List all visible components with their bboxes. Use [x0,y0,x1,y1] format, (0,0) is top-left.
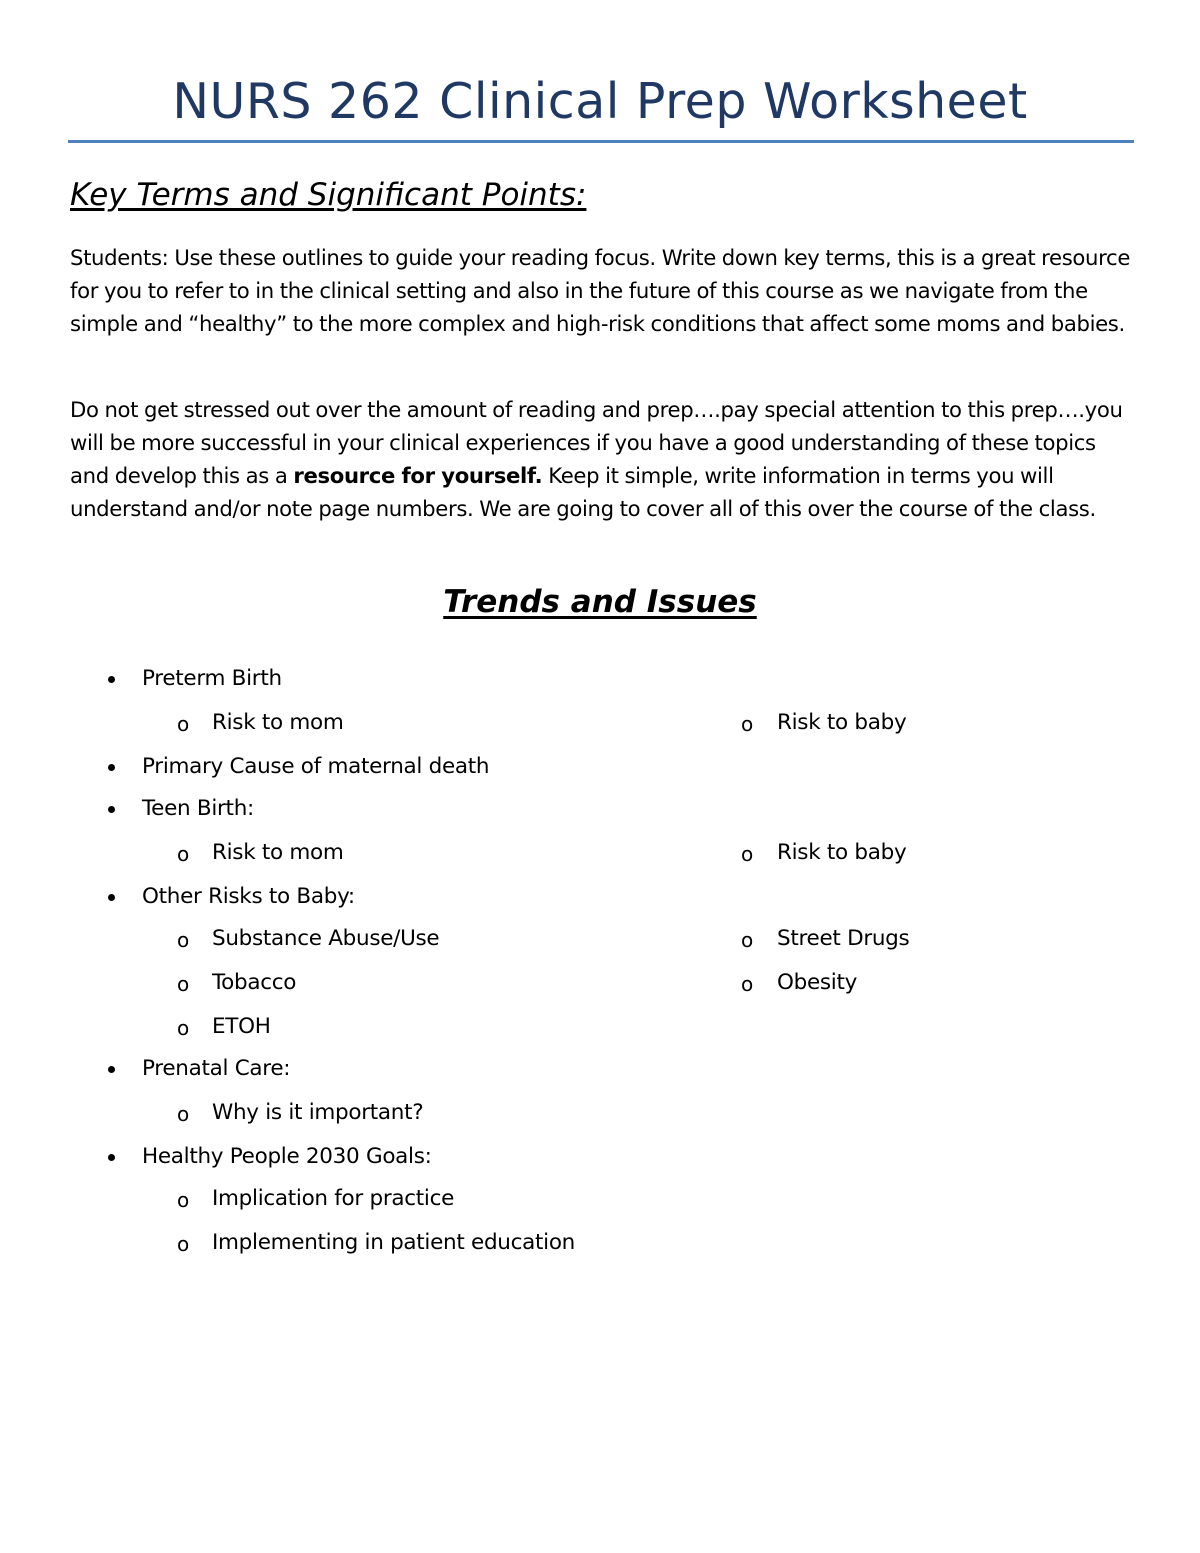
advice-text-start: Do not get stressed out over the amount of reading and prep….pay special attention to this prep….you will be more successful in your clinical experiences if you have a good understanding of these topics and develop this as a [70,397,1123,488]
list-item-preterm-risk-mom: Risk to mom [212,710,344,735]
advice-text-end: Keep it simple, write information in terms you will understand and/or note page numbers. We are going to cover all of this over the course of the class. [70,463,1096,521]
bullet-circle-icon: o [177,712,190,736]
page-title: NURS 262 Clinical Prep Worksheet [172,73,1028,130]
list-item-other-risks: Other Risks to Baby: [142,884,355,909]
list-item-teen-birth: Teen Birth: [142,796,254,821]
list-item-implementing: Implementing in patient education [212,1230,576,1255]
bullet-disc-icon [108,676,115,683]
bullet-circle-icon: o [177,1102,190,1126]
bullet-circle-icon: o [741,842,754,866]
bullet-circle-icon: o [177,1232,190,1256]
bullet-circle-icon: o [741,712,754,736]
trends-heading: Trends and Issues [443,584,757,620]
list-item-substance: Substance Abuse/Use [212,926,440,951]
bullet-circle-icon: o [177,842,190,866]
list-item-healthy-people: Healthy People 2030 Goals: [142,1144,432,1169]
list-item-why-important: Why is it important? [212,1100,424,1125]
bullet-circle-icon: o [177,928,190,952]
bullet-circle-icon: o [177,1016,190,1040]
title-divider [68,140,1134,143]
list-item-street-drugs: Street Drugs [777,926,910,951]
advice-paragraph [70,393,1132,525]
bullet-disc-icon [108,1066,115,1073]
bullet-circle-icon: o [177,972,190,996]
bullet-disc-icon [108,806,115,813]
list-item-teen-risk-mom: Risk to mom [212,840,344,865]
advice-bold-text: resource for yourself. [293,463,543,488]
list-item-maternal-death: Primary Cause of maternal death [142,754,490,779]
key-terms-heading: Key Terms and Significant Points: [70,177,587,213]
list-item-teen-risk-baby: Risk to baby [777,840,907,865]
bullet-disc-icon [108,1154,115,1161]
bullet-disc-icon [108,894,115,901]
list-item-implication: Implication for practice [212,1186,455,1211]
bullet-circle-icon: o [177,1188,190,1212]
bullet-disc-icon [108,764,115,771]
bullet-circle-icon: o [741,972,754,996]
instructions-paragraph: Students: Use these outlines to guide your reading focus. Write down key terms, this is a great resource for you to refer to in the clinical setting and also in the future of this course as we navigate from the simple and “healthy” to the more complex and high-risk conditions that affect some moms and babies. [70,245,1131,336]
list-item-obesity: Obesity [777,970,858,995]
list-item-etoh: ETOH [212,1014,271,1039]
list-item-prenatal-care: Prenatal Care: [142,1056,291,1081]
list-item-preterm-risk-baby: Risk to baby [777,710,907,735]
bullet-circle-icon: o [741,928,754,952]
list-item-tobacco: Tobacco [212,970,297,995]
list-item-preterm-birth: Preterm Birth [142,666,282,691]
